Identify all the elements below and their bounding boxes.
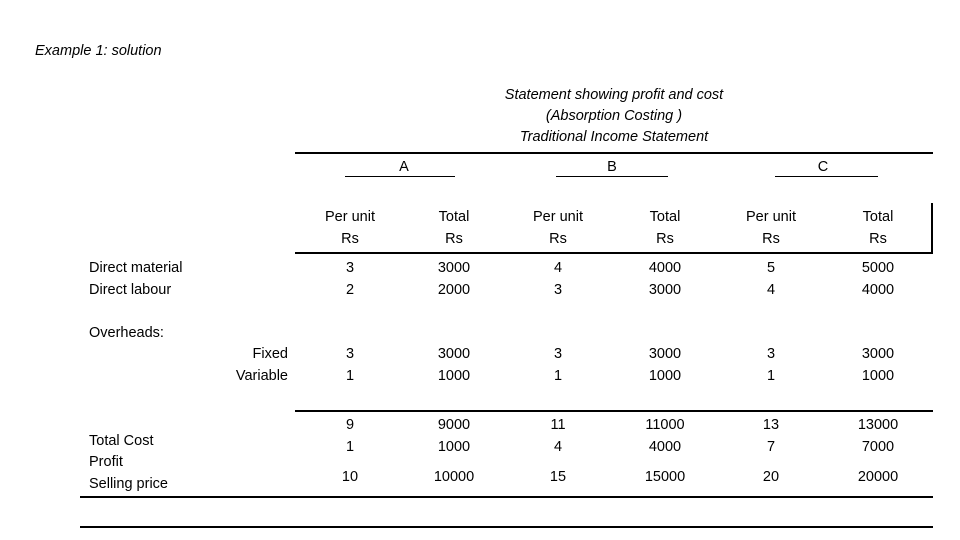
cell-direct-material: 5 bbox=[766, 260, 776, 276]
cell-profit: 7 bbox=[766, 439, 776, 455]
cell-total-cost: 9000 bbox=[437, 417, 471, 433]
cell-direct-material: 3000 bbox=[437, 260, 471, 276]
column-header-line1: Total bbox=[438, 209, 470, 225]
cell-profit: 4 bbox=[553, 439, 563, 455]
statement-subtitle: (Absorption Costing ) bbox=[545, 108, 683, 124]
cell-fixed: 3000 bbox=[648, 346, 682, 362]
cell-selling-price: 20 bbox=[762, 469, 780, 485]
cell-total-cost: 11 bbox=[550, 417, 566, 433]
cell-profit: 1 bbox=[345, 439, 355, 455]
label-selling-price: Selling price bbox=[89, 476, 168, 492]
label-total-cost: Total Cost bbox=[89, 433, 154, 449]
cell-selling-price: 15000 bbox=[644, 469, 686, 485]
cell-selling-price: 15 bbox=[549, 469, 567, 485]
group-a-underline bbox=[345, 176, 455, 177]
column-header-line2: Rs bbox=[549, 231, 567, 247]
column-header-line2: Rs bbox=[762, 231, 780, 247]
cell-variable: 1 bbox=[345, 368, 355, 384]
column-header-line2: Rs bbox=[656, 231, 674, 247]
header-bottom-rule bbox=[295, 252, 933, 254]
cell-fixed: 3 bbox=[553, 346, 563, 362]
cell-fixed: 3 bbox=[766, 346, 776, 362]
group-c-label: C bbox=[817, 159, 829, 175]
column-header-line1: Per unit bbox=[325, 209, 375, 225]
cell-total-cost: 13 bbox=[762, 417, 780, 433]
cell-variable: 1 bbox=[553, 368, 563, 384]
example-heading: Example 1: solution bbox=[35, 43, 162, 59]
label-direct-material: Direct material bbox=[89, 260, 183, 276]
cell-direct-material: 5000 bbox=[861, 260, 895, 276]
cell-direct-labour: 2 bbox=[345, 282, 355, 298]
cell-direct-labour: 4 bbox=[766, 282, 776, 298]
cell-direct-labour: 4000 bbox=[861, 282, 895, 298]
cell-profit: 1000 bbox=[437, 439, 471, 455]
cell-variable: 1 bbox=[766, 368, 776, 384]
cell-total-cost: 9 bbox=[345, 417, 355, 433]
cell-variable: 1000 bbox=[861, 368, 895, 384]
cell-variable: 1000 bbox=[437, 368, 471, 384]
column-header-line2: Rs bbox=[341, 231, 359, 247]
group-a-label: A bbox=[399, 159, 409, 175]
cell-fixed: 3000 bbox=[437, 346, 471, 362]
total-rule bbox=[80, 496, 933, 498]
group-b-label: B bbox=[607, 159, 617, 175]
cell-fixed: 3 bbox=[345, 346, 355, 362]
cell-direct-labour: 3 bbox=[553, 282, 563, 298]
column-header-line1: Per unit bbox=[746, 209, 796, 225]
cell-variable: 1000 bbox=[648, 368, 682, 384]
label-direct-labour: Direct labour bbox=[89, 282, 172, 298]
cell-profit: 7000 bbox=[861, 439, 895, 455]
subtotal-rule bbox=[295, 410, 933, 412]
header-right-rule bbox=[931, 203, 933, 254]
cell-total-cost: 13000 bbox=[857, 417, 899, 433]
cell-selling-price: 10 bbox=[341, 469, 359, 485]
cell-direct-material: 3 bbox=[345, 260, 355, 276]
label-fixed: Fixed bbox=[252, 346, 288, 362]
column-header-line1: Per unit bbox=[533, 209, 583, 225]
cell-direct-labour: 3000 bbox=[648, 282, 682, 298]
table-top-rule bbox=[295, 152, 933, 154]
column-header-line2: Rs bbox=[869, 231, 887, 247]
statement-subtitle-2: Traditional Income Statement bbox=[519, 129, 709, 145]
cell-fixed: 3000 bbox=[861, 346, 895, 362]
column-header-line1: Total bbox=[649, 209, 681, 225]
group-c-underline bbox=[775, 176, 878, 177]
cell-direct-material: 4 bbox=[553, 260, 563, 276]
cell-direct-labour: 2000 bbox=[437, 282, 471, 298]
cell-selling-price: 20000 bbox=[857, 469, 899, 485]
column-header-line1: Total bbox=[862, 209, 894, 225]
label-profit: Profit bbox=[89, 454, 123, 470]
group-b-underline bbox=[556, 176, 668, 177]
bottom-rule bbox=[80, 526, 933, 528]
column-header-line2: Rs bbox=[445, 231, 463, 247]
statement-title: Statement showing profit and cost bbox=[504, 87, 724, 103]
label-overheads: Overheads: bbox=[89, 325, 164, 341]
cell-selling-price: 10000 bbox=[433, 469, 475, 485]
cell-total-cost: 11000 bbox=[645, 417, 685, 433]
cell-profit: 4000 bbox=[648, 439, 682, 455]
cell-direct-material: 4000 bbox=[648, 260, 682, 276]
label-variable: Variable bbox=[235, 368, 288, 384]
